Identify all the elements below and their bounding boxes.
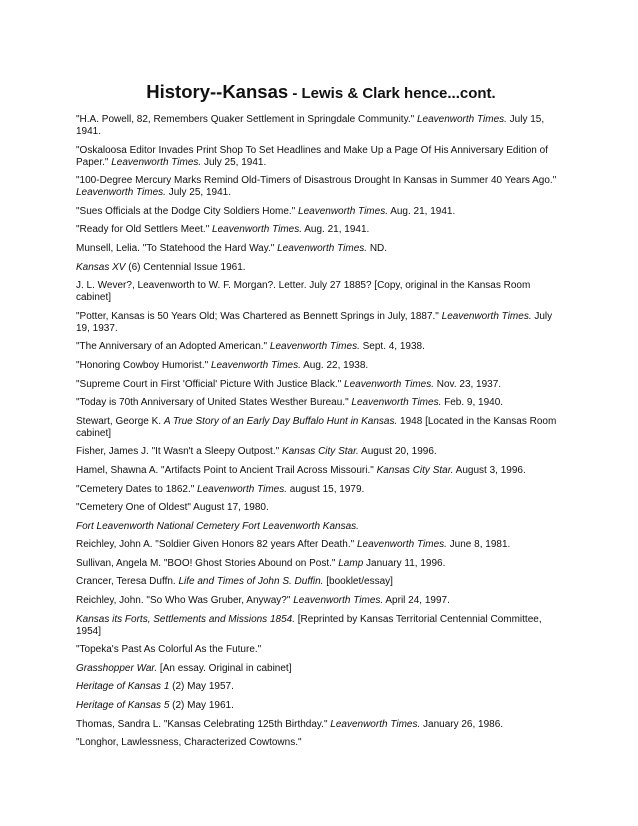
bibliography-entry: [76, 644, 566, 656]
entry-text: [An essay. Original in cabinet]: [157, 662, 292, 674]
entry-italic-text: Leavenworth Times.: [344, 378, 434, 390]
entry-text: "Honoring Cowboy Humorist.": [76, 359, 211, 371]
document-page: [76, 76, 566, 756]
entry-text: Hamel, Shawna A. "Artifacts Point to Ancient Trail Across Missouri.": [76, 464, 377, 476]
entry-text: (2) May 1961.: [169, 700, 234, 712]
entry-text: "100-Degree Mercury Marks Remind Old-Timers of Disastrous Drought In Kansas in Summer 40 Years Ago.": [76, 175, 557, 187]
entry-text: Sept. 4, 1938.: [359, 341, 425, 353]
entry-text: July 25, 1941.: [165, 187, 231, 199]
entry-italic-text: Leavenworth Times.: [210, 359, 301, 371]
entry-italic-text: A True Story of an Early Day Buffalo Hunt in Kansas.: [163, 415, 398, 427]
entry-text: June 8, 1981.: [446, 539, 511, 551]
entry-text: Aug. 21, 1941.: [302, 224, 370, 236]
entry-text: "Today is 70th Anniversary of United States Westher Bureau.": [76, 397, 352, 409]
entry-text: J. L. Wever?, Leavenworth to W. F. Morgan?. Letter. July 27 1885? [Copy, original in the Kansas Room cabinet]: [76, 280, 531, 304]
bibliography-entry: [76, 280, 566, 304]
entry-text: "H.A. Powell, 82, Remembers Quaker Settlement in Springdale Community.": [76, 114, 417, 125]
bibliography-entry: [76, 465, 566, 477]
entry-text: Nov. 23, 1937.: [434, 378, 502, 390]
entry-text: "The Anniversary of an Adopted American.": [76, 341, 270, 353]
entry-italic-text: Heritage of Kansas 1: [76, 681, 170, 693]
entry-italic-text: Heritage of Kansas 5: [76, 700, 170, 712]
entry-italic-text: Leavenworth Times.: [76, 187, 166, 199]
entry-text: "Cemetery One of Oldest" August 17, 1980.: [76, 502, 269, 514]
bibliography-entry: [76, 484, 566, 496]
entry-italic-text: Fort Leavenworth National Cemetery Fort Leavenworth Kansas.: [76, 520, 359, 532]
entry-italic-text: Kansas City Star.: [376, 464, 454, 476]
bibliography-entry: [76, 114, 566, 138]
entry-text: July 25, 1941.: [201, 156, 267, 168]
entry-italic-text: Leavenworth Times.: [197, 483, 287, 495]
bibliography-entry: [76, 206, 566, 218]
entry-text: (6) Centennial Issue 1961.: [125, 261, 246, 273]
entry-text: Feb. 9, 1940.: [441, 397, 504, 409]
entry-italic-text: Kansas XV: [76, 261, 126, 273]
entry-text: "Ready for Old Settlers Meet.": [76, 224, 213, 236]
entry-text: August 20, 1996.: [358, 446, 437, 458]
bibliography-entry: [76, 719, 566, 731]
entry-text: Fisher, James J. "It Wasn't a Sleepy Outpost.": [76, 446, 282, 458]
bibliography-entry: [76, 311, 566, 335]
bibliography-entry: [76, 502, 566, 514]
bibliography-entry: [76, 558, 566, 570]
entry-text: April 24, 1997.: [383, 595, 450, 607]
entry-text: January 11, 1996.: [363, 557, 446, 569]
entry-text: "Supreme Court in First 'Official' Picture With Justice Black.": [76, 378, 345, 390]
entry-italic-text: Leavenworth Times.: [111, 156, 202, 168]
entry-text: august 15, 1979.: [287, 483, 365, 495]
entry-text: "Oskaloosa Editor Invades Print Shop To Set Headlines and Make Up a Page Of His Anniversary Edition of Paper.": [76, 144, 548, 168]
entry-text: Sullivan, Angela M. "BOO! Ghost Stories Abound on Post.": [76, 557, 339, 569]
bibliography-entry: [76, 700, 566, 712]
bibliography-entry: [76, 576, 566, 588]
entry-italic-text: Life and Times of John S. Duffin.: [178, 576, 324, 588]
bibliography-entry: [76, 243, 566, 255]
entry-italic-text: Lamp: [338, 557, 364, 569]
bibliography-entry: [76, 446, 566, 458]
bibliography-entry: [76, 341, 566, 353]
entry-text: [booklet/essay]: [323, 576, 393, 588]
entry-italic-text: Leavenworth Times.: [277, 242, 368, 254]
entry-text: Reichley, John. "So Who Was Gruber, Anyway?": [76, 595, 294, 607]
bibliography-entry: [76, 681, 566, 693]
entry-text: Stewart, George K.: [76, 415, 164, 427]
entry-text: ND.: [367, 242, 388, 254]
entry-text: [Reprinted by Kansas Territorial Centennial Committee, 1954]: [76, 613, 542, 637]
entry-italic-text: Leavenworth Times.: [441, 310, 532, 322]
entry-text: July 19, 1937.: [76, 310, 553, 334]
entry-italic-text: Leavenworth Times.: [351, 397, 442, 409]
entry-text: January 26, 1986.: [420, 718, 504, 730]
entry-text: "Cemetery Dates to 1862.": [76, 483, 198, 495]
bibliography-entry: [76, 262, 566, 274]
entry-text: July 15, 1941.: [76, 114, 545, 137]
entry-text: Munsell, Lelia. "To Statehood the Hard Way.": [76, 242, 278, 254]
entry-text: 1948 [Located in the Kansas Room cabinet]: [76, 415, 557, 439]
entry-text: Crancer, Teresa Duffn.: [76, 576, 179, 588]
bibliography-entry: [76, 397, 566, 409]
entry-text: Thomas, Sandra L. "Kansas Celebrating 125th Birthday.": [76, 718, 331, 730]
entry-text: "Potter, Kansas is 50 Years Old; Was Chartered as Bennett Springs in July, 1887.": [76, 310, 442, 322]
bibliography-entry: [76, 539, 566, 551]
entry-italic-text: Leavenworth Times.: [298, 205, 388, 217]
bibliography-entry: [76, 521, 566, 533]
bibliography-entry: [76, 595, 566, 607]
entry-text: "Longhor, Lawlessness, Characterized Cowtowns.": [76, 737, 302, 749]
bibliography-entry: [76, 416, 566, 440]
bibliography-entry: [76, 737, 566, 749]
page-title-subtitle: - Lewis & Clark hence...cont.: [288, 85, 496, 102]
entry-italic-text: Leavenworth Times.: [293, 595, 384, 607]
bibliography-entry: [76, 224, 566, 236]
entry-italic-text: Leavenworth Times.: [356, 539, 447, 551]
entry-text: Aug. 21, 1941.: [387, 205, 456, 217]
entry-text: August 3, 1996.: [453, 464, 526, 476]
entry-text: "Topeka's Past As Colorful As the Future.": [76, 644, 262, 656]
page-title-main: History--Kansas: [146, 81, 289, 102]
bibliography-entry: [76, 379, 566, 391]
entry-italic-text: Grasshopper War.: [76, 662, 158, 674]
entry-italic-text: Leavenworth Times.: [212, 224, 302, 236]
entry-text: Aug. 22, 1938.: [300, 359, 369, 371]
entry-text: (2) May 1957.: [169, 681, 234, 693]
entry-italic-text: Kansas its Forts, Settlements and Missions 1854.: [76, 613, 295, 625]
bibliography-entry: [76, 145, 566, 169]
page-title: [76, 76, 566, 105]
bibliography-entry: [76, 614, 566, 638]
entry-italic-text: Leavenworth Times.: [416, 114, 507, 125]
bibliography-list: [76, 114, 566, 749]
entry-text: Reichley, John A. "Soldier Given Honors 82 years After Death.": [76, 539, 357, 551]
bibliography-entry: [76, 663, 566, 675]
entry-text: "Sues Officials at the Dodge City Soldiers Home.": [76, 205, 299, 217]
bibliography-entry: [76, 360, 566, 372]
entry-italic-text: Leavenworth Times.: [269, 341, 360, 353]
bibliography-entry: [76, 175, 566, 199]
entry-italic-text: Kansas City Star.: [281, 446, 359, 458]
entry-italic-text: Leavenworth Times.: [330, 718, 421, 730]
